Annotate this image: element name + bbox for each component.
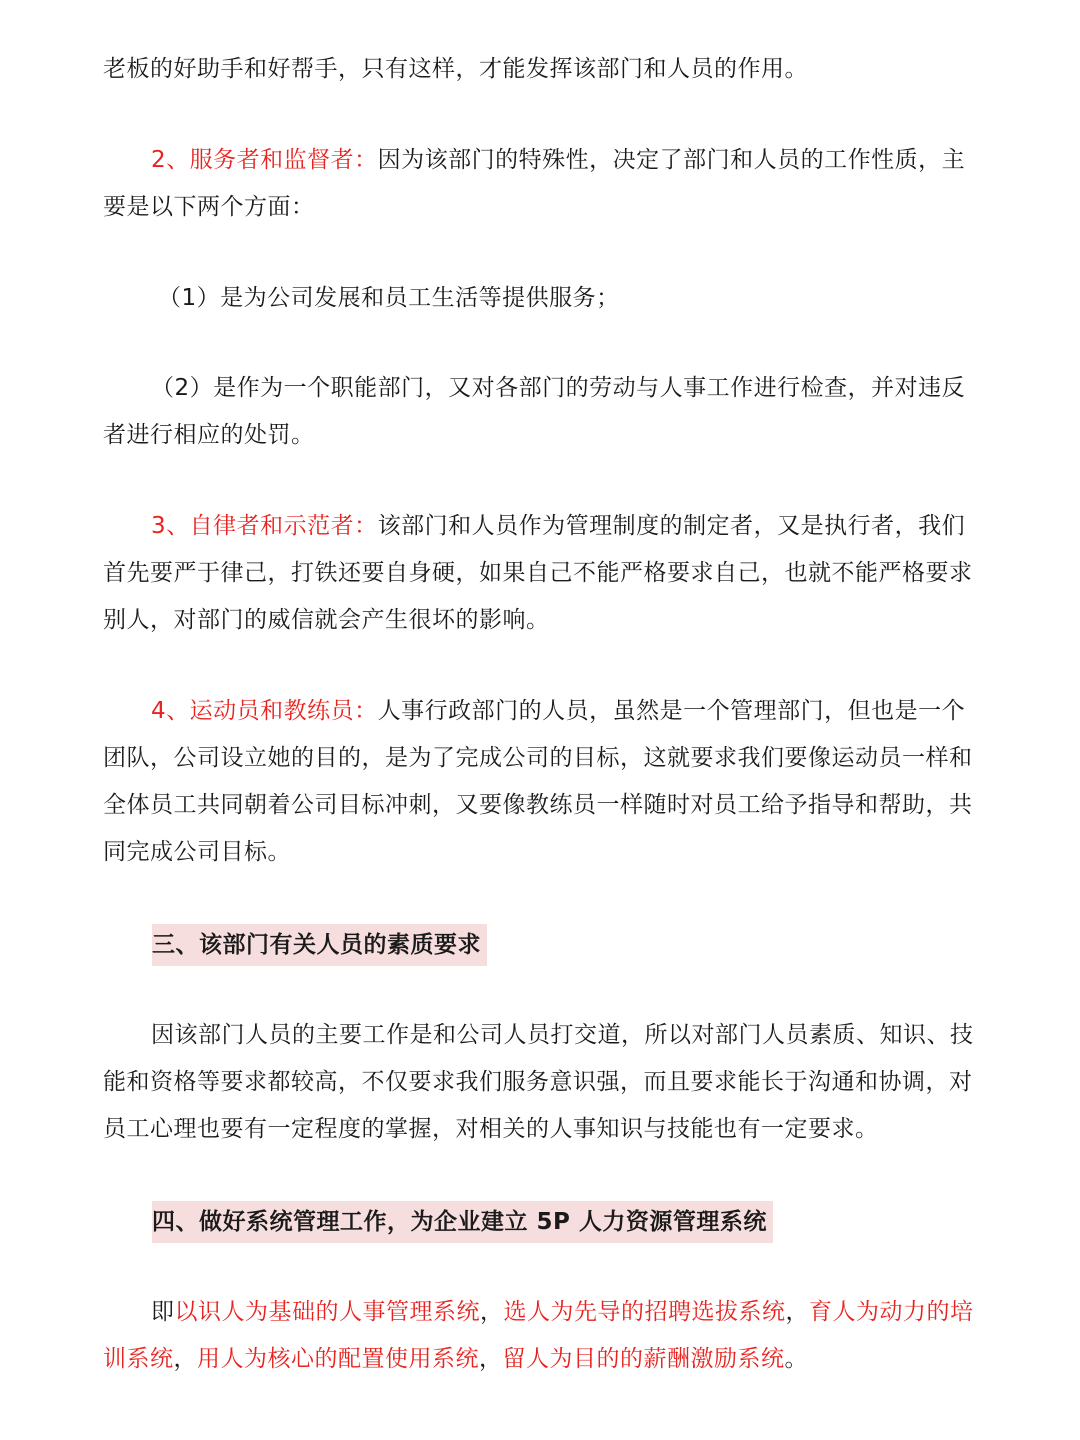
separator: ， <box>479 1346 503 1372</box>
sub-item-2 <box>103 365 979 459</box>
section-3-heading: 三、该部门有关人员的素质要求 <box>152 924 487 966</box>
item-3 <box>103 503 979 644</box>
section-4-body <box>103 1289 979 1383</box>
item-3-text: 该部门和人员作为管理制度的制定者，又是执行者，我们首先要严于律己，打铁还要自身硬，如果自己不能严格要求自己，也就不能严格要求别人，对部门的威信就会产生很坏的影响。 <box>103 513 973 633</box>
terminator: 。 <box>784 1346 808 1372</box>
section-4-prefix: 即 <box>151 1299 175 1325</box>
item-2 <box>103 137 979 231</box>
separator: ， <box>785 1299 809 1325</box>
item-2-text: 因为该部门的特殊性，决定了部门和人员的工作性质，主要是以下两个方面： <box>103 147 966 220</box>
item-3-label: 3、自律者和示范者： <box>151 513 378 539</box>
separator: ， <box>480 1299 504 1325</box>
item-4 <box>103 688 979 876</box>
item-4-label: 4、运动员和教练员： <box>151 698 378 724</box>
sub-item-1-text: （1）是为公司发展和员工生活等提供服务； <box>158 285 620 311</box>
sub-item-2-text: （2）是作为一个职能部门，又对各部门的劳动与人事工作进行检查，并对违反者进行相应的处罚。 <box>103 375 966 448</box>
section-3-body <box>103 1012 979 1153</box>
section-4-heading: 四、做好系统管理工作，为企业建立 5P 人力资源管理系统 <box>152 1201 773 1243</box>
paragraph-intro <box>103 46 979 93</box>
sub-item-1 <box>103 275 1034 322</box>
item-2-label: 2、服务者和监督者： <box>151 147 378 173</box>
system-2: 选人为先导的招聘选拔系统 <box>503 1299 786 1325</box>
paragraph-text: 老板的好助手和好帮手，只有这样，才能发挥该部门和人员的作用。 <box>103 56 808 82</box>
system-1: 以识人为基础的人事管理系统 <box>174 1299 480 1325</box>
item-4-text: 人事行政部门的人员，虽然是一个管理部门，但也是一个团队，公司设立她的目的，是为了完成公司的目标，这就要求我们要像运动员一样和全体员工共同朝着公司目标冲刺，又要像教练员一样随时对员工给予指导和帮助，共同完成公司目标。 <box>103 698 973 865</box>
system-3: 育人为动力的培训系统 <box>103 1299 974 1372</box>
system-5: 留人为目的的薪酬激励系统 <box>502 1346 785 1372</box>
separator: ， <box>173 1346 197 1372</box>
section-3-text: 因该部门人员的主要工作是和公司人员打交道，所以对部门人员素质、知识、技能和资格等要求都较高，不仅要求我们服务意识强，而且要求能长于沟通和协调，对员工心理也要有一定程度的掌握，对相关的人事知识与技能也有一定要求。 <box>103 1022 974 1142</box>
system-4: 用人为核心的配置使用系统 <box>197 1346 479 1372</box>
